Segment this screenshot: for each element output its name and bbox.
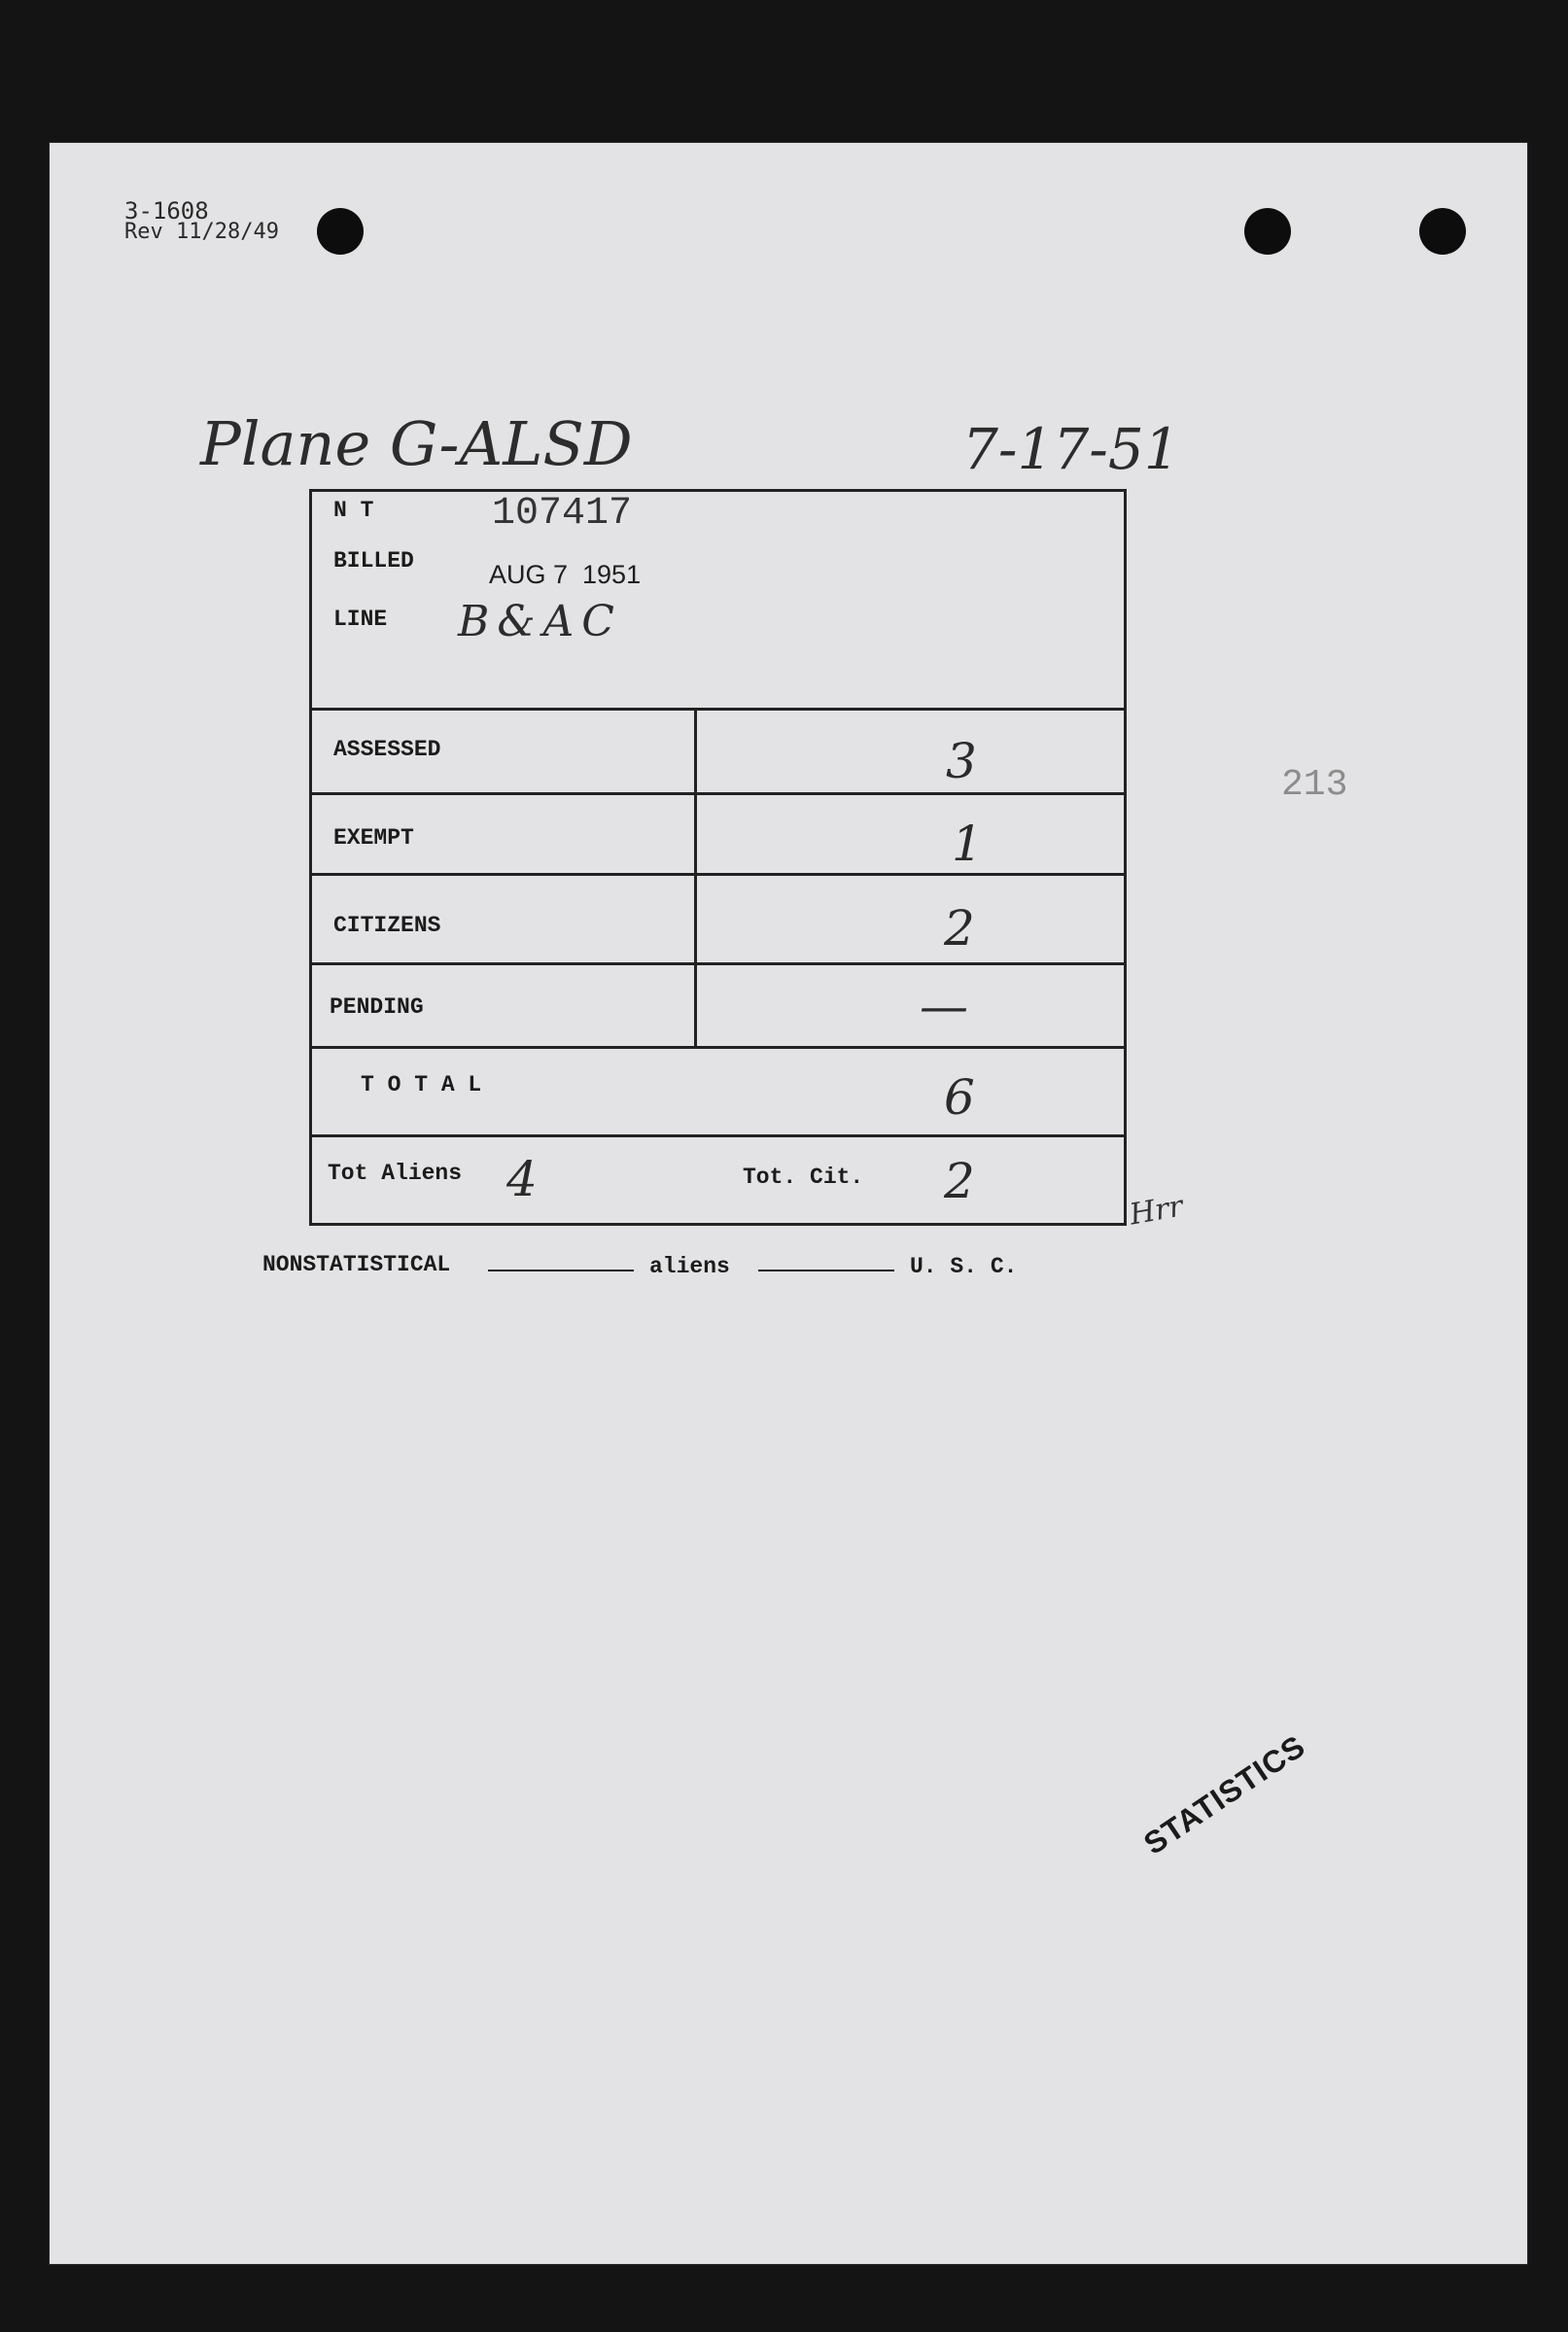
tot-cit-count: 2 [944, 1153, 975, 1209]
nt-number: 107417 [492, 492, 633, 536]
punch-hole-left [317, 208, 364, 255]
manifest-tally-box [309, 489, 1127, 1226]
assessed-label: ASSESSED [333, 737, 441, 762]
divider-exempt [312, 873, 1124, 876]
initials: Hrr [1127, 1189, 1186, 1233]
punch-hole-right [1419, 208, 1466, 255]
divider-header [312, 708, 1124, 711]
plane-id: Plane G-ALSD [200, 408, 633, 479]
total-label: T O T A L [361, 1072, 482, 1097]
handwritten-date: 7-17-51 [962, 416, 1180, 482]
divider-citizens [312, 962, 1124, 965]
exempt-label: EXEMPT [333, 825, 414, 851]
citizens-label: CITIZENS [333, 913, 441, 938]
punch-hole-mid [1244, 208, 1291, 255]
form-number: 3-1608 [124, 197, 209, 225]
assessed-count: 3 [946, 733, 977, 789]
tot-aliens-label: Tot Aliens [328, 1161, 463, 1186]
line-label: LINE [333, 607, 388, 632]
divider-total [312, 1134, 1124, 1137]
aliens-label: aliens [649, 1254, 730, 1279]
divider-assessed [312, 792, 1124, 795]
nt-label: N T [333, 498, 374, 523]
total-count: 6 [944, 1069, 975, 1126]
airline: B&AC [458, 597, 622, 646]
margin-number: 213 [1281, 764, 1348, 806]
tot-aliens-count: 4 [506, 1151, 538, 1207]
nonstat-blank-2 [758, 1270, 894, 1271]
exempt-count: 1 [952, 816, 983, 872]
tot-cit-label: Tot. Cit. [743, 1165, 864, 1190]
billed-date: AUG 7 1951 [489, 560, 642, 589]
nonstatistical-label: NONSTATISTICAL [262, 1252, 451, 1277]
citizens-count: 2 [944, 900, 975, 957]
nonstat-blank-1 [488, 1270, 634, 1271]
divider-pending [312, 1046, 1124, 1049]
usc-label: U. S. C. [910, 1254, 1018, 1279]
pending-count: — [920, 978, 968, 1034]
form-revision: Rev 11/28/49 [124, 220, 279, 244]
billed-label: BILLED [333, 548, 414, 574]
column-divider [694, 711, 697, 1046]
statistics-stamp: STATISTICS [1137, 1727, 1312, 1862]
pending-label: PENDING [330, 994, 424, 1020]
form-code [124, 197, 279, 244]
